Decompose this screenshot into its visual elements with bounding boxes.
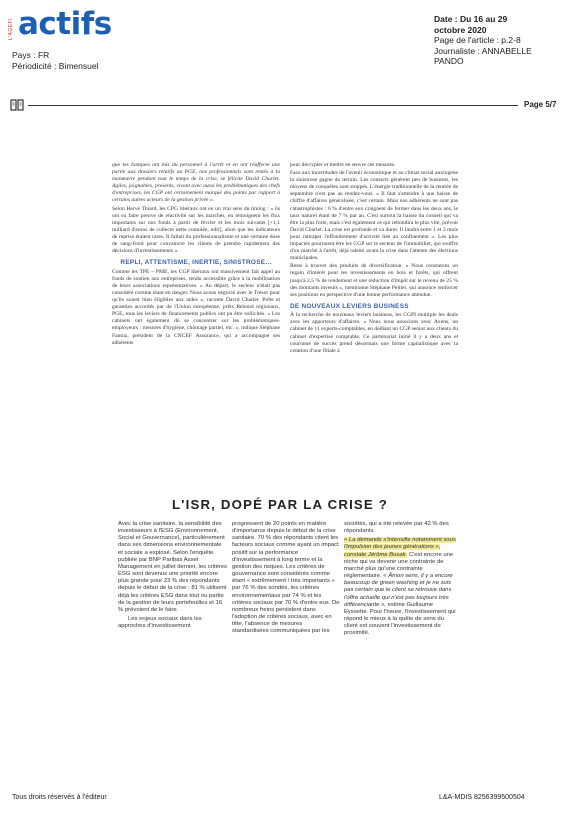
publication-logo: actifs <box>18 6 112 42</box>
quote-run: « Âmon sens, il y a encore beaucoup de green washing et je ne suis pas certain que le client se retrouve dans l'offre actuelle qui n'est pas toujours très différenciante », <box>344 573 453 608</box>
paragraph: Face aux incertitudes de l'avenir économique et au climat social anxiogène la sinistrose gagne du terrain. Les contacts générent peu de business, les moyens de conquêtes sont stoppés. L'énergie traditionnelle de la rentrée de septembre n'est pas au rendez-vous. « Il faut s'attendre à une baisse de chiffre d'affaires généralisée, c'est certain. Mais nos adhérents ne sont pas catastrophistes : 6 % d'entre eux craignent de fermer dans les deux ans, le taux naturel étant de 7 % par an. C'est surtout la baisse du conseil qui va être la plus forte, mais c'est également ce qui rebondira le plus vite, prévoit David Charlet. La crise est profonde et va durer. Il faudra entre 1 et 3 mois pour rattraper l'effondrement d'activité liée au confinement ». Les plus impactés pourraient être les CGP sur le secteur de l'immobilier, qui souffre d'un marché à l'arrêt, déjà ralenti avant la crise dans l'attente des élections municipales. <box>290 170 458 262</box>
journalist-line: Journaliste : ANNABELLE <box>434 45 532 56</box>
paragraph <box>344 537 456 637</box>
text-run: estime Guillaume Eyssette. Pour l'heure, l'investissement qui répond le mieux à la quête de sens du client est souvent l'investissement de proximité. <box>344 601 456 637</box>
sidebar-article-title: L'ISR, DOPÉ PAR LA CRISE ? <box>172 497 389 512</box>
section-heading: DE NOUVEAUX LEVIERS BUSINESS <box>290 302 409 310</box>
article-column-2 <box>290 162 458 356</box>
article-meta <box>434 14 558 67</box>
country-line: Pays : FR <box>12 50 50 60</box>
logo-prefix: L'AGEFI <box>8 18 14 41</box>
paragraph: À la recherche de nouveaux leviers business, les CGPI multiple les deals avec les apporteurs d'affaires. « Nous nous associons avec Axens, un cabinet de 11 experts-comptables, en dédiant un CGP senior aux clients du cabinet d'expertise comptable. Ce partenariat initié il y a deux ans et couronné de succès prend désormais une forme capitalistique avec la création d'une filiale à <box>290 312 458 354</box>
paragraph: Avec la crise sanitaire, la sensibilité des investisseurs à l'ESG (Environnement, Social et Gouvernance), particulièrement dans ses dimensions environnementale et sociale a explosé. Selon l'enquête publiée par BNP Paribas Asset Management en juillet dernier, les critères ESG sont devenus une priorité encore plus grande pour 23 % des répondants depuis le début de la crise : 81 % utilisent déjà les critères ESG dans tout ou partie de la gestion de leurs portefeuilles et 16 % prévoient de le faire. <box>118 521 228 613</box>
paragraph: que les banques ont mis du personnel à l'arrêt et en ont réaffecté une partie aux dossiers relatifs au PGE, nos professionnels sont restés à la manœuvre pendant tout le temps de la crise, se félicite David Charlet. Agiles, joignables, présents, vivant avec aussi les problématiques des chefs d'entreprises, les CGP ont certainement marqué des points par rapport à certains autres acteurs de la gestion privée ». <box>112 162 280 204</box>
sidebar-column-2 <box>232 521 340 638</box>
copyright-notice: Tous droits réservés à l'éditeur <box>12 794 107 801</box>
paragraph: Les enjeux sociaux dans les approches d'investissement <box>118 616 202 630</box>
book-icon <box>10 99 24 111</box>
highlighted-quote: « La demande s'intensifie notamment sous l'impulsion des jeunes générations », constate Jérôme Busak. <box>344 537 456 558</box>
section-heading: REPLI, ATTENTISME, INERTIE, SINISTROSE... <box>120 259 272 267</box>
article-page-line: Page de l'article : p.2-8 <box>434 35 521 45</box>
paragraph: Comme les TPE – PME, les CGP libéraux ont massivement fait appel au fonds de soutien aux entreprises, rendu accessible grâce à la mobilisation de leurs associations représentatives. « Au départ, le secteur n'était pas considéré comme étant en danger. Nous avons négocié avec le Trésor pour qu'ils soient bien éligibles aux aides », raconte David Charlet. Prêts et garanties accordés par de l'Union européenne, prêts Rebond régionaux, PGE, tous les leviers de financements publics ont pu être sollicités. « Les cabinets ont également dû se concentrer sur les problématiques-employeurs : mesures d'hygiène, chômage partiel, etc. », indique Stéphane Fantuz, président de la CNCEF Assurance, qui a accompagné ses adhérents <box>112 268 280 346</box>
periodicity-line: Périodicité : Bimensuel <box>12 61 99 71</box>
paragraph: sociétés, qui a été relevée par 42 % des répondants. <box>344 521 449 535</box>
article-column-1 <box>112 162 280 348</box>
journalist-name: PANDO <box>434 56 464 66</box>
sidebar-column-3 <box>344 521 456 640</box>
paragraph: progressent de 20 points en matière d'importance depuis le début de la crise sanitaire. 70 % des répondants citent les facteurs sociaux comme ayant un impact positif sur la performance d'investissement à long terme et la gestion des risques. Les critères de gouvernance sont considérés comme étant « extrêmement / très importants » par 76 % des sondés, les critères environnementaux par 74 % et les critères sociaux par 70 % d'entre eux. De nombreux freins persistent dans l'adoption de critères sociaux, avec en tête, l'absence de mesures standardisées communiquées par les <box>232 521 340 635</box>
page-indicator: Page 5/7 <box>524 100 557 109</box>
paragraph: Selon Hervé Thiard, les CPG libéraux ont eu un vrai sens du timing : « ils ont su faire preuve de réactivité sur les marchés, en témoignent les flux importants sur nos fonds à partir de février et les mois suivants [+1,1 milliard d'euros de collecte nette cumulée, ndlr], alors que les indicateurs de reprise étaient rares. Il fallait du professionnalisme et une certaine dose de sang-froid pour convaincre les clients de prendre rapidement des décisions d'investissements ». <box>112 205 280 255</box>
paragraph: Reste à trouver des produits de diversification. « Nous constatons un regain d'intérêt pour les investissements en bois et forêts, qui offrent jusqu'à 2,5 % de rendement et une réduction d'impôt sur le revenu de 25 % des montants investis », mentionne Stéphane Peltier, qui annonce renforcer ses positions en perspective d'une bonne performance attendue. <box>290 263 459 298</box>
publication-meta <box>12 50 98 72</box>
date-line: Date : Du 16 au 29 <box>434 14 508 24</box>
document-code: L&A-MDIS 8256399500504 <box>439 794 525 801</box>
paragraph: pour décrypter et mettre en œuvre ces mesures. <box>290 162 396 168</box>
sidebar-column-1 <box>118 521 228 632</box>
header-divider <box>28 105 518 106</box>
text-run: C'est encore une niche qui va devenir une contrainte de marché plus qu'une contrainte réglementaire. <box>344 551 454 580</box>
date-line-2: octobre 2020 <box>434 24 487 35</box>
